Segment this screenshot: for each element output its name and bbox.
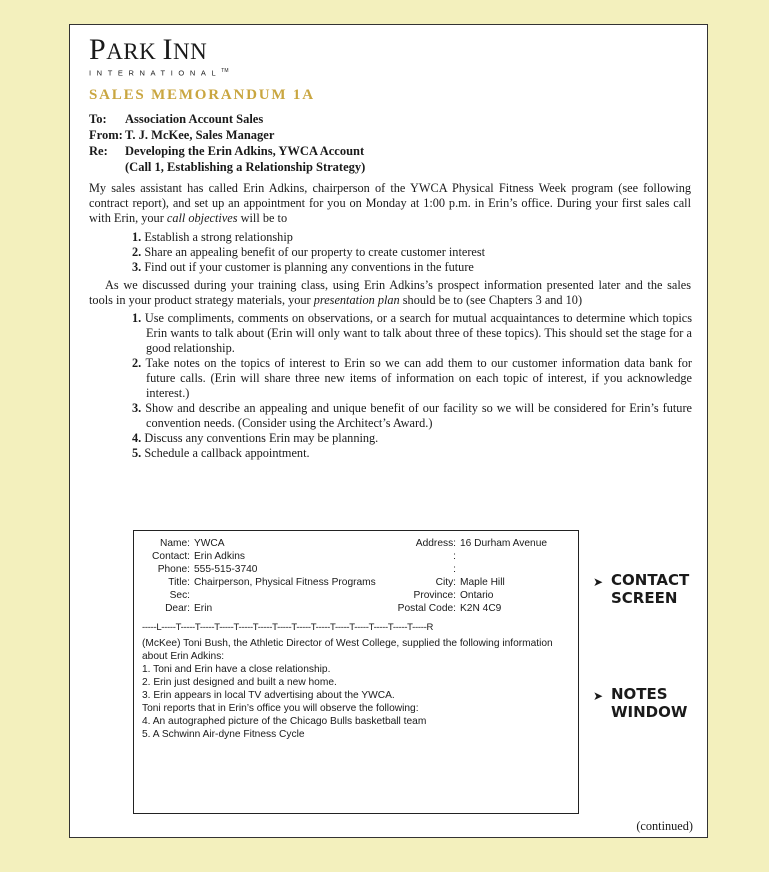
contact-screen-label: ➤ CONTACT SCREEN xyxy=(593,571,690,607)
phone-value: 555-515-3740 xyxy=(194,564,258,575)
notes-line: (McKee) Toni Bush, the Athletic Director of West College, supplied the following information about Erin Adkins: xyxy=(142,638,553,662)
address-label: Address: xyxy=(415,538,456,549)
notes-window xyxy=(142,637,572,741)
notes-line: 2. Erin just designed and built a new home. xyxy=(142,677,337,688)
contact-value: Erin Adkins xyxy=(194,551,245,562)
list-item: 3. Show and describe an appealing and unique benefit of our facility so we will be considered for Erin’s future convention needs. (Consider using the Architect’s Award.) xyxy=(132,401,693,430)
arrow-left-icon: ➤ xyxy=(593,689,604,703)
name-value: YWCA xyxy=(194,538,225,549)
notes-line: 3. Erin appears in local TV advertising about the YWCA. xyxy=(142,690,395,701)
list-item: 1. Establish a strong relationship xyxy=(132,230,293,244)
memo-title: SALES MEMORANDUM 1A xyxy=(89,87,315,103)
logo-subtitle: INTERNATIONAL™ xyxy=(89,68,229,78)
phone-label: Phone: xyxy=(157,564,190,575)
blank-label-1: : xyxy=(453,551,456,562)
arrow-left-icon: ➤ xyxy=(593,575,604,589)
province-label: Province: xyxy=(413,590,456,601)
list-item: 4. Discuss any conventions Erin may be planning. xyxy=(132,431,379,445)
objectives-list xyxy=(132,230,692,275)
province-value: Ontario xyxy=(460,590,494,601)
dear-value: Erin xyxy=(194,603,213,614)
blank-label-2: : xyxy=(453,564,456,575)
list-item: 5. Schedule a callback appointment. xyxy=(132,446,310,460)
name-label: Name: xyxy=(159,538,190,549)
plan-list xyxy=(132,311,692,461)
notes-ruler: -----L-----T-----T-----T-----T-----T-----T-----T-----T-----T-----T-----T-----T-----T-----R xyxy=(142,622,434,633)
notes-line: Toni reports that in Erin’s office you will observe the following: xyxy=(142,703,419,714)
continued-note: (continued) xyxy=(636,819,693,833)
address-value: 16 Durham Avenue xyxy=(460,538,548,549)
memo-page xyxy=(69,24,708,838)
logo-wordmark: PARK INN xyxy=(89,33,208,66)
title-label: Title: xyxy=(168,577,190,588)
postal-value: K2N 4C9 xyxy=(460,603,502,614)
plan-paragraph: As we discussed during your training class, using Erin Adkins’s prospect information presented later and the sales tools in your product strategy materials, your presentation plan should be to (see Chapters 3 and 10) xyxy=(89,278,691,307)
from-line: From: T. J. McKee, Sales Manager xyxy=(89,128,275,142)
contact-screen-box xyxy=(133,530,579,814)
notes-line: 1. Toni and Erin have a close relationship. xyxy=(142,664,331,675)
contact-label: Contact: xyxy=(152,551,190,562)
postal-label: Postal Code: xyxy=(397,603,456,614)
title-value: Chairperson, Physical Fitness Programs xyxy=(194,577,376,588)
notes-line: 4. An autographed picture of the Chicago Bulls basketball team xyxy=(142,716,427,727)
city-label: City: xyxy=(435,577,456,588)
city-value: Maple Hill xyxy=(460,577,505,588)
notes-line: 5. A Schwinn Air-dyne Fitness Cycle xyxy=(142,729,305,740)
list-item: 1. Use compliments, comments on observations, or a search for mutual acquaintances to determine which topics Erin wants to talk about (Erin will only want to talk about three of these topics). This should set the stage for a good relationship. xyxy=(132,311,693,355)
list-item: 2. Share an appealing benefit of our property to create customer interest xyxy=(132,245,486,259)
list-item: 2. Take notes on the topics of interest to Erin so we can add them to our customer information data bank for future calls. (Erin will share three new items of information on each topic of interest, if you acknowledge interest.) xyxy=(132,356,693,400)
re-line-2: (Call 1, Establishing a Relationship Strategy) xyxy=(125,160,366,174)
dear-label: Dear: xyxy=(165,603,190,614)
re-line: Re: Developing the Erin Adkins, YWCA Account xyxy=(89,144,365,158)
notes-window-label: ➤ NOTES WINDOW xyxy=(593,685,688,721)
sec-label: Sec: xyxy=(169,590,190,601)
to-line: To: Association Account Sales xyxy=(89,112,264,126)
intro-paragraph: My sales assistant has called Erin Adkins, chairperson of the YWCA Physical Fitness Week program (see following contract report), and set up an appointment for you on Monday at 1:00 p.m. in Erin’s office. During your first sales call with Erin, your call objectives will be to xyxy=(89,181,691,225)
list-item: 3. Find out if your customer is planning any conventions in the future xyxy=(132,260,474,274)
park-inn-logo xyxy=(89,35,229,78)
